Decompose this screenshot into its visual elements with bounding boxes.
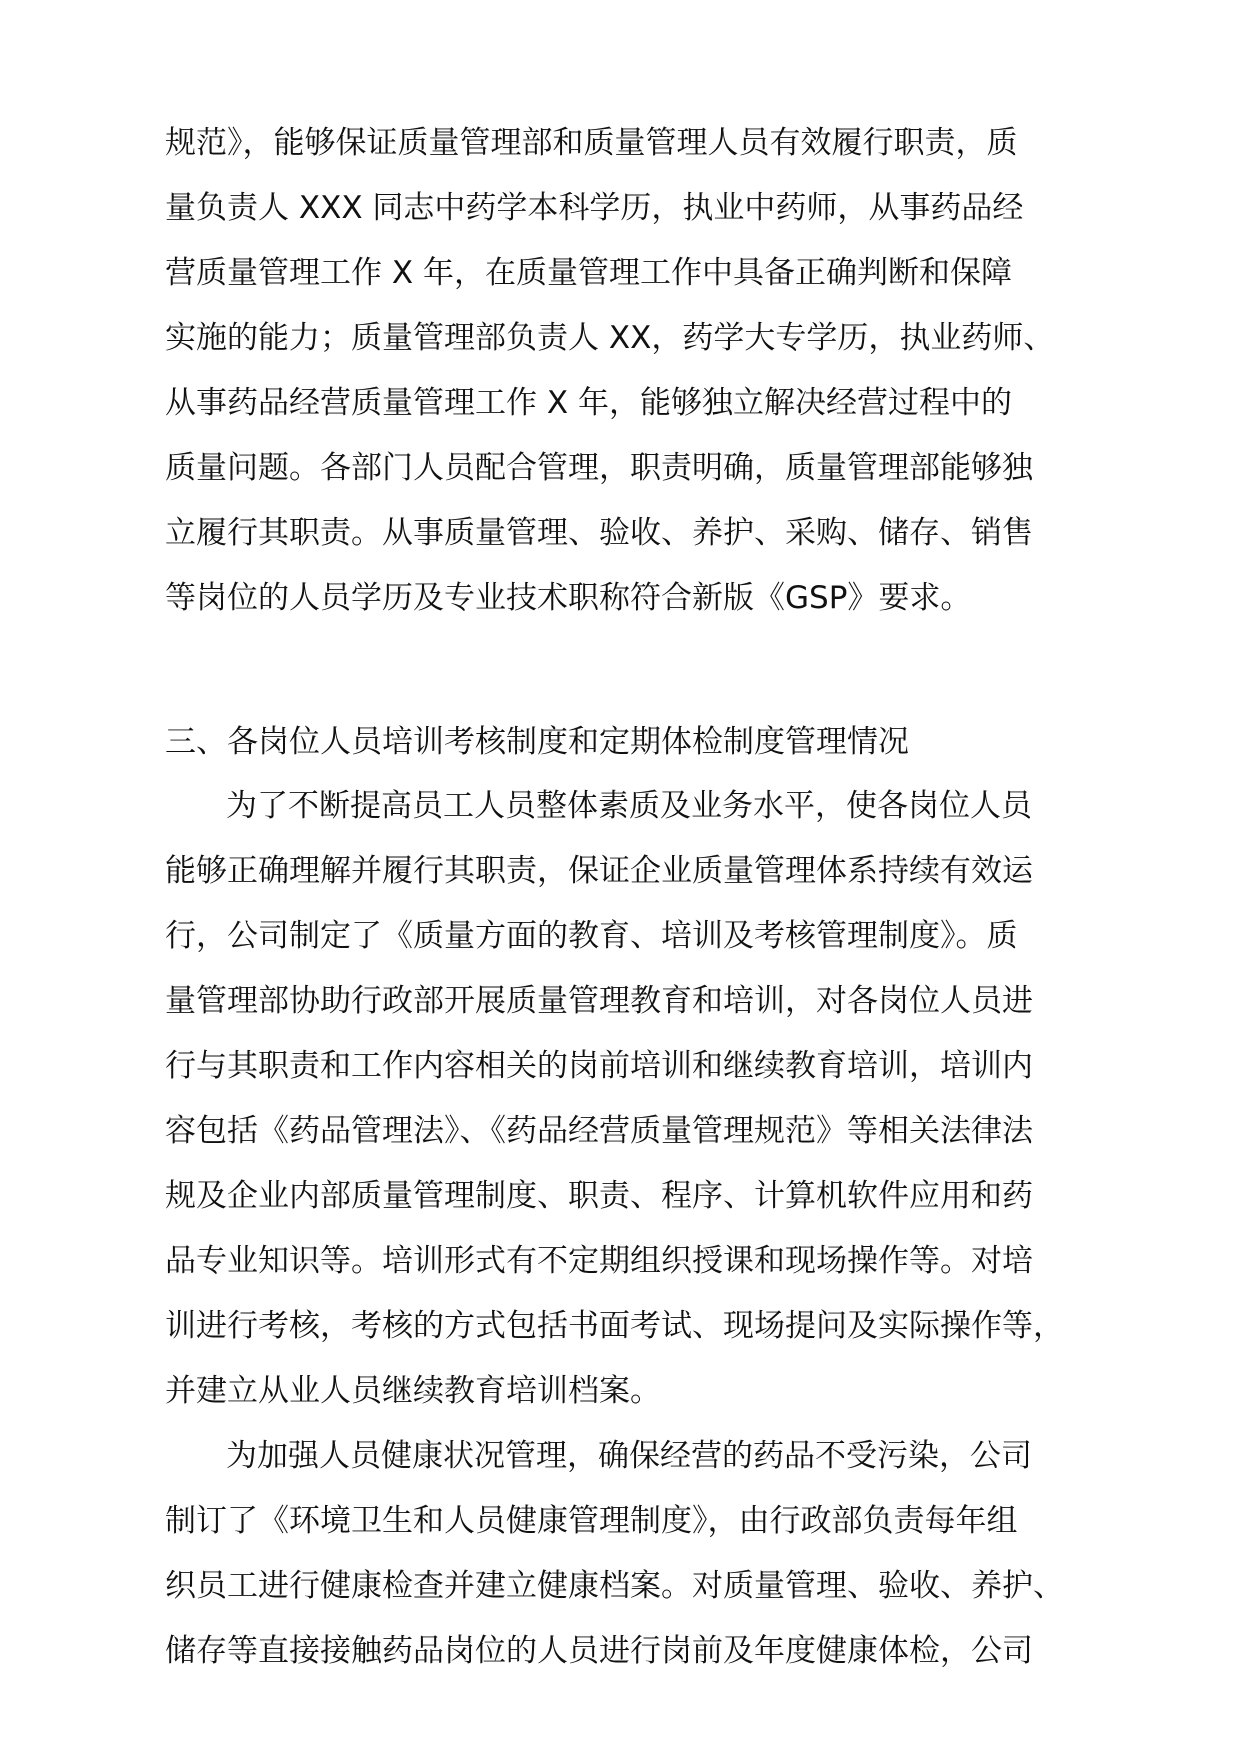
text-line: 量负责人 XXX 同志中药学本科学历，执业中药师，从事药品经 [165, 190, 1024, 226]
text-line: 从事药品经营质量管理工作 X 年，能够独立解决经营过程中的 [165, 385, 1012, 421]
text-line: 并建立从业人员继续教育培训档案。 [165, 1373, 661, 1409]
text-line: 实施的能力；质量管理部负责人 XX，药学大专学历，执业药师、 [165, 320, 1055, 356]
text-line: 容包括《药品管理法》、《药品经营质量管理规范》等相关法律法 [165, 1113, 1033, 1149]
text-line: 规范》，能够保证质量管理部和质量管理人员有效履行职责，质 [165, 125, 1018, 161]
text-line: 制订了《环境卫生和人员健康管理制度》，由行政部负责每年组 [165, 1503, 1018, 1539]
text-line: 行与其职责和工作内容相关的岗前培训和继续教育培训，培训内 [165, 1048, 1033, 1084]
text-line: 量管理部协助行政部开展质量管理教育和培训，对各岗位人员进 [165, 983, 1033, 1019]
text-line: 立履行其职责。从事质量管理、验收、养护、采购、储存、销售 [165, 515, 1033, 551]
text-line: 能够正确理解并履行其职责，保证企业质量管理体系持续有效运 [165, 853, 1033, 889]
text-line: 等岗位的人员学历及专业技术职称符合新版《GSP》要求。 [165, 580, 972, 616]
text-line: 行，公司制定了《质量方面的教育、培训及考核管理制度》。质 [165, 918, 1018, 954]
text-line: 为加强人员健康状况管理，确保经营的药品不受污染，公司 [226, 1438, 1032, 1474]
text-line: 品专业知识等。培训形式有不定期组织授课和现场操作等。对培 [165, 1243, 1033, 1279]
text-line: 训进行考核，考核的方式包括书面考试、现场提问及实际操作等， [165, 1308, 1064, 1344]
text-line: 储存等直接接触药品岗位的人员进行岗前及年度健康体检，公司 [165, 1633, 1033, 1669]
text-line: 规及企业内部质量管理制度、职责、程序、计算机软件应用和药 [165, 1178, 1033, 1214]
text-line: 为了不断提高员工人员整体素质及业务水平，使各岗位人员 [226, 788, 1032, 824]
text-line: 质量问题。各部门人员配合管理，职责明确，质量管理部能够独 [165, 450, 1033, 486]
text-line: 织员工进行健康检查并建立健康档案。对质量管理、验收、养护、 [165, 1568, 1064, 1604]
text-line: 营质量管理工作 X 年，在质量管理工作中具备正确判断和保障 [165, 255, 1012, 291]
section-heading: 三、各岗位人员培训考核制度和定期体检制度管理情况 [165, 724, 909, 760]
